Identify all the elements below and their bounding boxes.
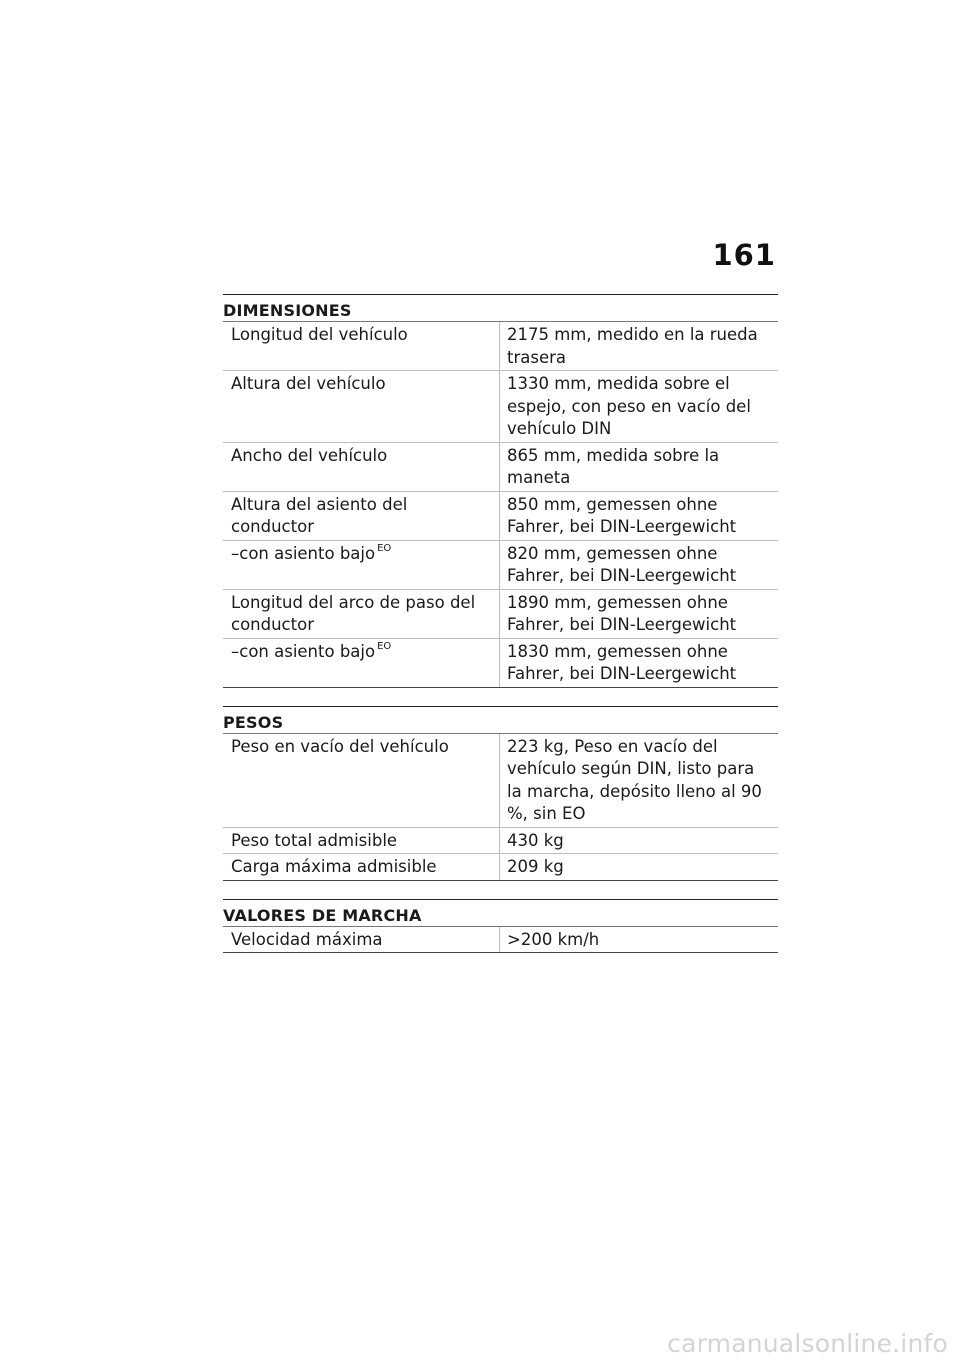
- table-row: [223, 827, 778, 854]
- row-label: Carga máxima admisible: [223, 854, 500, 881]
- table-row: [223, 540, 778, 589]
- row-label: Longitud del vehículo: [223, 322, 500, 371]
- row-value: 1890 mm, gemessen ohne Fahrer, bei DIN-Leergewicht: [500, 589, 779, 638]
- section-title-valores-de-marcha: VALORES DE MARCHA: [223, 900, 778, 927]
- row-label: Peso total admisible: [223, 827, 500, 854]
- table-row: [223, 854, 778, 881]
- dimensiones-table: [223, 322, 778, 688]
- table-row: [223, 322, 778, 371]
- row-label-cell: [223, 638, 500, 687]
- table-row: [223, 371, 778, 443]
- table-row: [223, 589, 778, 638]
- option-superscript: EO: [377, 640, 392, 652]
- row-value: >200 km/h: [500, 927, 779, 953]
- row-label-cell: [223, 540, 500, 589]
- row-value: 820 mm, gemessen ohne Fahrer, bei DIN-Leergewicht: [500, 540, 779, 589]
- valores-de-marcha-table: [223, 927, 778, 954]
- row-value: 1330 mm, medida sobre el espejo, con peso en vacío del vehículo DIN: [500, 371, 779, 443]
- table-row: [223, 491, 778, 540]
- watermark: carmanualsonline.info: [667, 1329, 948, 1358]
- row-label: Peso en vacío del vehículo: [223, 734, 500, 828]
- row-label: Altura del vehículo: [223, 371, 500, 443]
- row-value: 865 mm, medida sobre la maneta: [500, 442, 779, 491]
- row-label: –con asiento bajo: [231, 543, 376, 563]
- table-row: [223, 927, 778, 953]
- row-value: 430 kg: [500, 827, 779, 854]
- row-label: Longitud del arco de paso del conductor: [223, 589, 500, 638]
- section-title-pesos: PESOS: [223, 707, 778, 734]
- section-dimensiones: [223, 294, 778, 688]
- spec-content: [223, 294, 778, 971]
- row-label: Ancho del vehículo: [223, 442, 500, 491]
- page-number: 161: [712, 238, 776, 272]
- row-value: 2175 mm, medido en la rueda trasera: [500, 322, 779, 371]
- row-value: 209 kg: [500, 854, 779, 881]
- table-row: [223, 638, 778, 687]
- pesos-table: [223, 734, 778, 881]
- table-row: [223, 442, 778, 491]
- table-row: [223, 734, 778, 828]
- row-label: Altura del asiento del conductor: [223, 491, 500, 540]
- row-value: 1830 mm, gemessen ohne Fahrer, bei DIN-Leergewicht: [500, 638, 779, 687]
- option-superscript: EO: [377, 542, 392, 554]
- row-label: Velocidad máxima: [223, 927, 500, 953]
- row-value: 850 mm, gemessen ohne Fahrer, bei DIN-Leergewicht: [500, 491, 779, 540]
- section-title-dimensiones: DIMENSIONES: [223, 295, 778, 322]
- row-value: 223 kg, Peso en vacío del vehículo según DIN, listo para la marcha, depósito lleno al 90 %, sin EO: [500, 734, 779, 828]
- row-label: –con asiento bajo: [231, 641, 376, 661]
- section-pesos: [223, 706, 778, 881]
- section-valores-de-marcha: [223, 899, 778, 954]
